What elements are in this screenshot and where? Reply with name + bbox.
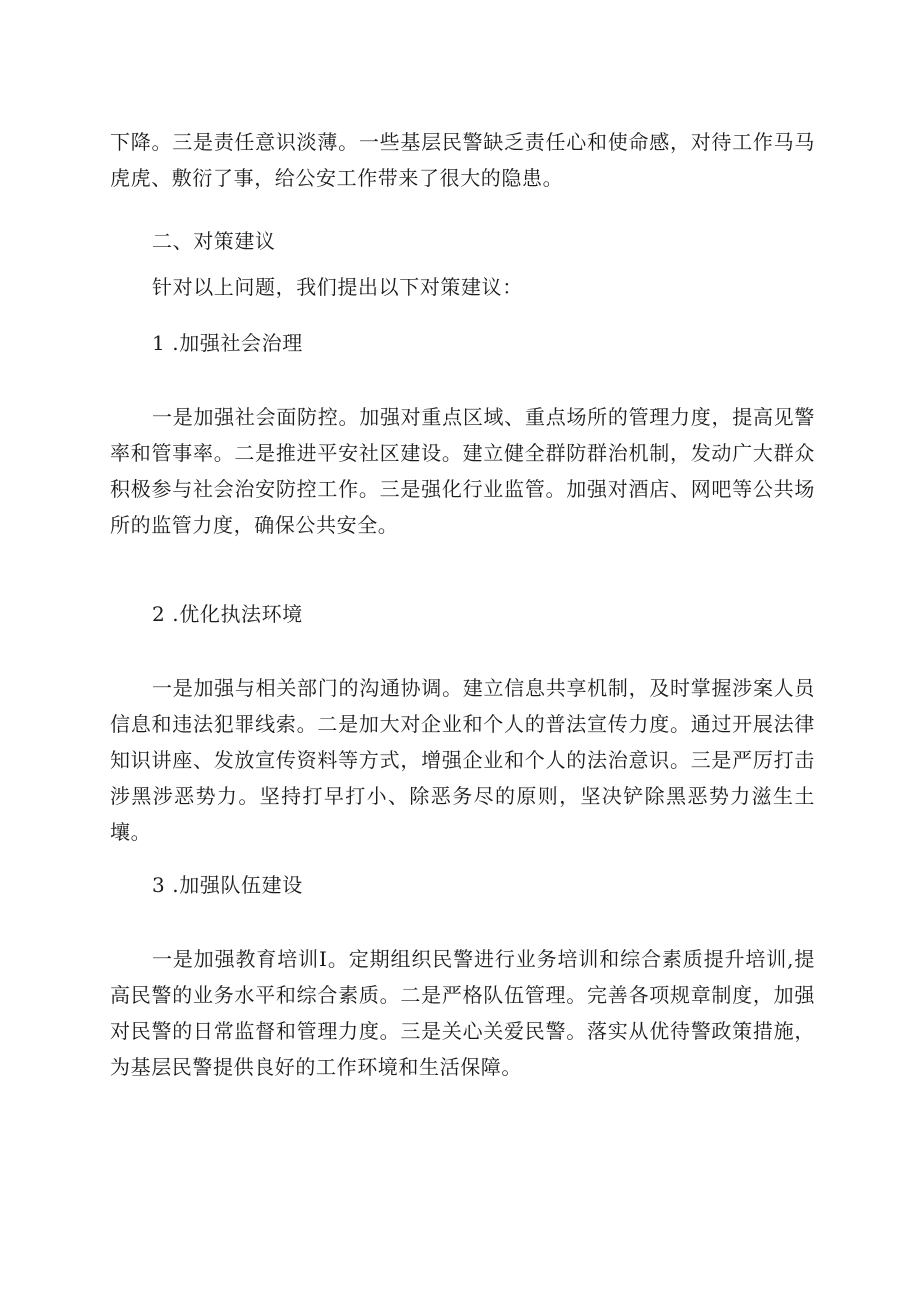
item-2-number: 2 bbox=[152, 602, 166, 626]
item-1-body: 一是加强社会面防控。加强对重点区域、重点场所的管理力度，提高见警率和管事率。二是推进平安社区建设。建立健全群防群治机制，发动广大群众积极参与社会治安防控工作。三是强化行业监管。加强对酒店、网吧等公共场所的监管力度，确保公共安全。 bbox=[110, 405, 815, 537]
item-2-body: 一是加强与相关部门的沟通协调。建立信息共享机制，及时掌握涉案人员信息和违法犯罪线索。二是加大对企业和个人的普法宣传力度。通过开展法律知识讲座、发放宣传资料等方式，增强企业和个人的法治意识。三是严厉打击涉黑涉恶势力。坚持打早打小、除恶务尽的原则，坚决铲除黑恶势力滋生土壤。 bbox=[110, 676, 815, 844]
item-1-number: 1 bbox=[152, 331, 166, 355]
item-3-heading bbox=[152, 867, 303, 903]
item-1-title: .加强社会治理 bbox=[172, 331, 303, 355]
item-3-title: .加强队伍建设 bbox=[172, 873, 303, 897]
item-2-title: .优化执法环境 bbox=[172, 602, 303, 626]
item-3-number: 3 bbox=[152, 873, 166, 897]
intro-paragraph: 针对以上问题，我们提出以下对策建议： bbox=[152, 275, 523, 299]
section-heading: 二、对策建议 bbox=[152, 229, 276, 253]
item-2-heading bbox=[152, 596, 303, 632]
continuation-paragraph: 下降。三是责任意识淡薄。一些基层民警缺乏责任心和使命感，对待工作马马虎虎、敷衍了事，给公安工作带来了很大的隐患。 bbox=[110, 130, 815, 190]
item-3-body: 一是加强教育培训I。定期组织民警进行业务培训和综合素质提升培训,提高民警的业务水平和综合素质。二是严格队伍管理。完善各项规章制度，加强对民警的日常监督和管理力度。三是关心关爱民警。落实从优待警政策措施，为基层民警提供良好的工作环境和生活保障。 bbox=[110, 947, 815, 1079]
item-1-heading bbox=[152, 325, 303, 361]
